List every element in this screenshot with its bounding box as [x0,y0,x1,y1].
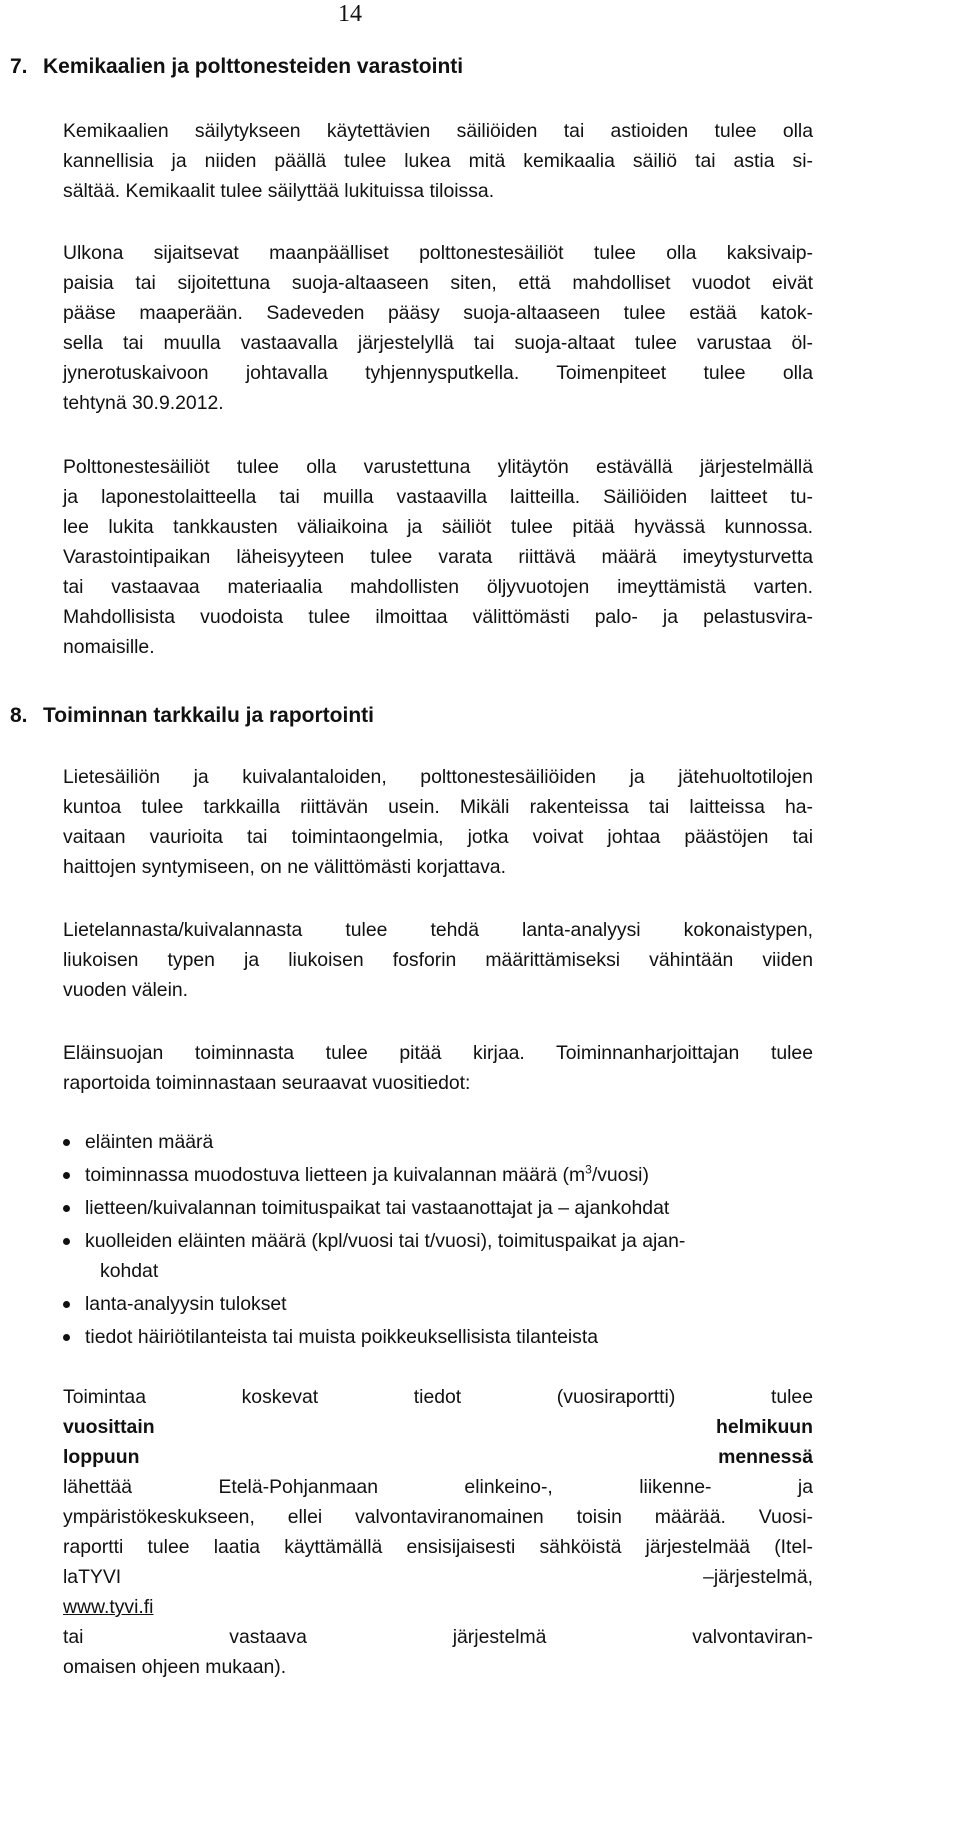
list-item [63,1127,823,1157]
text-line: Polttonestesäiliöt tulee olla varustettuna ylitäytön estävällä järjestelmällä [63,456,813,478]
text-line: raportoida toiminnastaan seuraavat vuositiedot: [63,1072,471,1094]
text-line: Varastointipaikan läheisyyteen tulee varata riittävä määrä imeytysturvetta [63,546,813,568]
list-item [63,1226,823,1286]
section-8-number: 8. [10,704,28,727]
text-line: kannellisia ja niiden päällä tulee lukea mitä kemikaalia säiliö tai astia si- [63,150,813,172]
text-line: Eläinsuojan toiminnasta tulee pitää kirjaa. Toiminnanharjoittajan tulee [63,1042,813,1064]
section-7-number: 7. [10,55,28,78]
bullet-icon [63,1139,70,1146]
text-line: nomaisille. [63,636,155,658]
section-8-heading [10,703,374,729]
section-7-paragraph-3 [63,452,813,662]
text-run: Toimintaa koskevat tiedot (vuosiraportti) tulee [63,1386,813,1408]
text-line: paisia tai sijoitettuna suoja-altaaseen siten, että mahdolliset vuodot eivät [63,272,813,294]
text-line: liukoisen typen ja liukoisen fosforin määrittämiseksi vähintään viiden [63,949,813,971]
text-line: raportti tulee laatia käyttämällä ensisijaisesti sähköistä järjestelmää (Itel- [63,1536,813,1558]
section-8-paragraph-2 [63,915,813,1005]
text-line: haittojen syntymiseen, on ne välittömästi korjattava. [63,856,506,878]
list-item-text: lanta-analyysin tulokset [85,1293,287,1315]
text-line: Ulkona sijaitsevat maanpäälliset polttonestesäiliöt tulee olla kaksivaip- [63,242,813,264]
bullet-icon [63,1238,70,1245]
section-7-paragraph-2 [63,238,813,418]
bullet-icon [63,1205,70,1212]
section-8-reporting-paragraph [63,1382,813,1682]
bullet-icon [63,1301,70,1308]
list-item [63,1193,823,1223]
list-item [63,1322,823,1352]
text-run: tai vastaava järjestelmä valvontaviran- [63,1626,813,1648]
bold-text: vuosittain helmikuun [63,1416,813,1438]
list-item [63,1289,823,1319]
text-line: lee lukita tankkausten väliaikoina ja säiliöt tulee pitää hyvässä kunnossa. [63,516,813,538]
list-item-text: eläinten määrä [85,1131,214,1153]
list-item [63,1160,823,1190]
text-line: vaitaan vaurioita tai toimintaongelmia, jotka voivat johtaa päästöjen tai [63,826,813,848]
tyvi-link[interactable]: www.tyvi.fi [63,1596,154,1618]
section-8-title: Toiminnan tarkkailu ja raportointi [43,704,374,727]
text-run: laTYVI –järjestelmä, [63,1566,813,1588]
page-number: 14 [338,1,362,27]
text-line: vuoden välein. [63,979,189,1001]
bold-text: loppuun mennessä [63,1446,813,1468]
section-8-paragraph-3 [63,1038,813,1098]
text-line: kuntoa tulee tarkkailla riittävän usein. Mikäli rakenteissa tai laitteissa ha- [63,796,813,818]
text-line: Lietelannasta/kuivalannasta tulee tehdä lanta-analyysi kokonaistypen, [63,919,813,941]
text-line: tehtynä 30.9.2012. [63,392,224,414]
list-item-text: lietteen/kuivalannan toimituspaikat tai vastaanottajat ja – ajankohdat [85,1197,670,1219]
text-line: ja laponestolaitteella tai muilla vastaavilla laitteilla. Säiliöiden laitteet tu- [63,486,813,508]
text-line: jynerotuskaivoon johtavalla tyhjennysputkella. Toimenpiteet tulee olla [63,362,813,384]
text-line: tai vastaavaa materiaalia mahdollisten öljyvuotojen imeyttämistä varten. [63,576,813,598]
list-item-text: /vuosi) [591,1164,649,1186]
text-line: ympäristökeskukseen, ellei valvontaviranomainen toisin määrää. Vuosi- [63,1506,813,1528]
text-line: Kemikaalien säilytykseen käytettävien säiliöiden tai astioiden tulee olla [63,120,813,142]
list-item-text: tiedot häiriötilanteista tai muista poikkeuksellisista tilanteista [85,1326,599,1348]
section-7-heading [10,54,463,80]
list-item-text: toiminnassa muodostuva lietteen ja kuivalannan määrä (m [85,1164,586,1186]
text-line: pääse maaperään. Sadeveden pääsy suoja-altaaseen tulee estää katok- [63,302,813,324]
text-line: Lietesäiliön ja kuivalantaloiden, polttonestesäiliöiden ja jätehuoltotilojen [63,766,813,788]
text-line: Mahdollisista vuodoista tulee ilmoittaa välittömästi palo- ja pelastusvira- [63,606,813,628]
text-line: sältää. Kemikaalit tulee säilyttää lukituissa tiloissa. [63,180,495,202]
text-run: lähettää Etelä-Pohjanmaan elinkeino-, liikenne- ja [63,1476,813,1498]
text-line [63,1562,813,1652]
section-8-paragraph-1 [63,762,813,882]
bullet-icon [63,1172,70,1179]
annual-data-list [63,1127,823,1355]
list-item-text: kuolleiden eläinten määrä (kpl/vuosi tai t/vuosi), toimituspaikat ja ajan- [85,1230,686,1252]
text-line [63,1442,813,1502]
bullet-icon [63,1334,70,1341]
superscript: 3 [585,1162,592,1177]
text-line: sella tai muulla vastaavalla järjestelyllä tai suoja-altaat tulee varustaa öl- [63,332,813,354]
section-7-paragraph-1 [63,116,813,206]
text-line [63,1382,813,1442]
text-line: omaisen ohjeen mukaan). [63,1656,287,1678]
list-item-text: kohdat [100,1260,159,1282]
section-7-title: Kemikaalien ja polttonesteiden varastointi [43,55,464,78]
